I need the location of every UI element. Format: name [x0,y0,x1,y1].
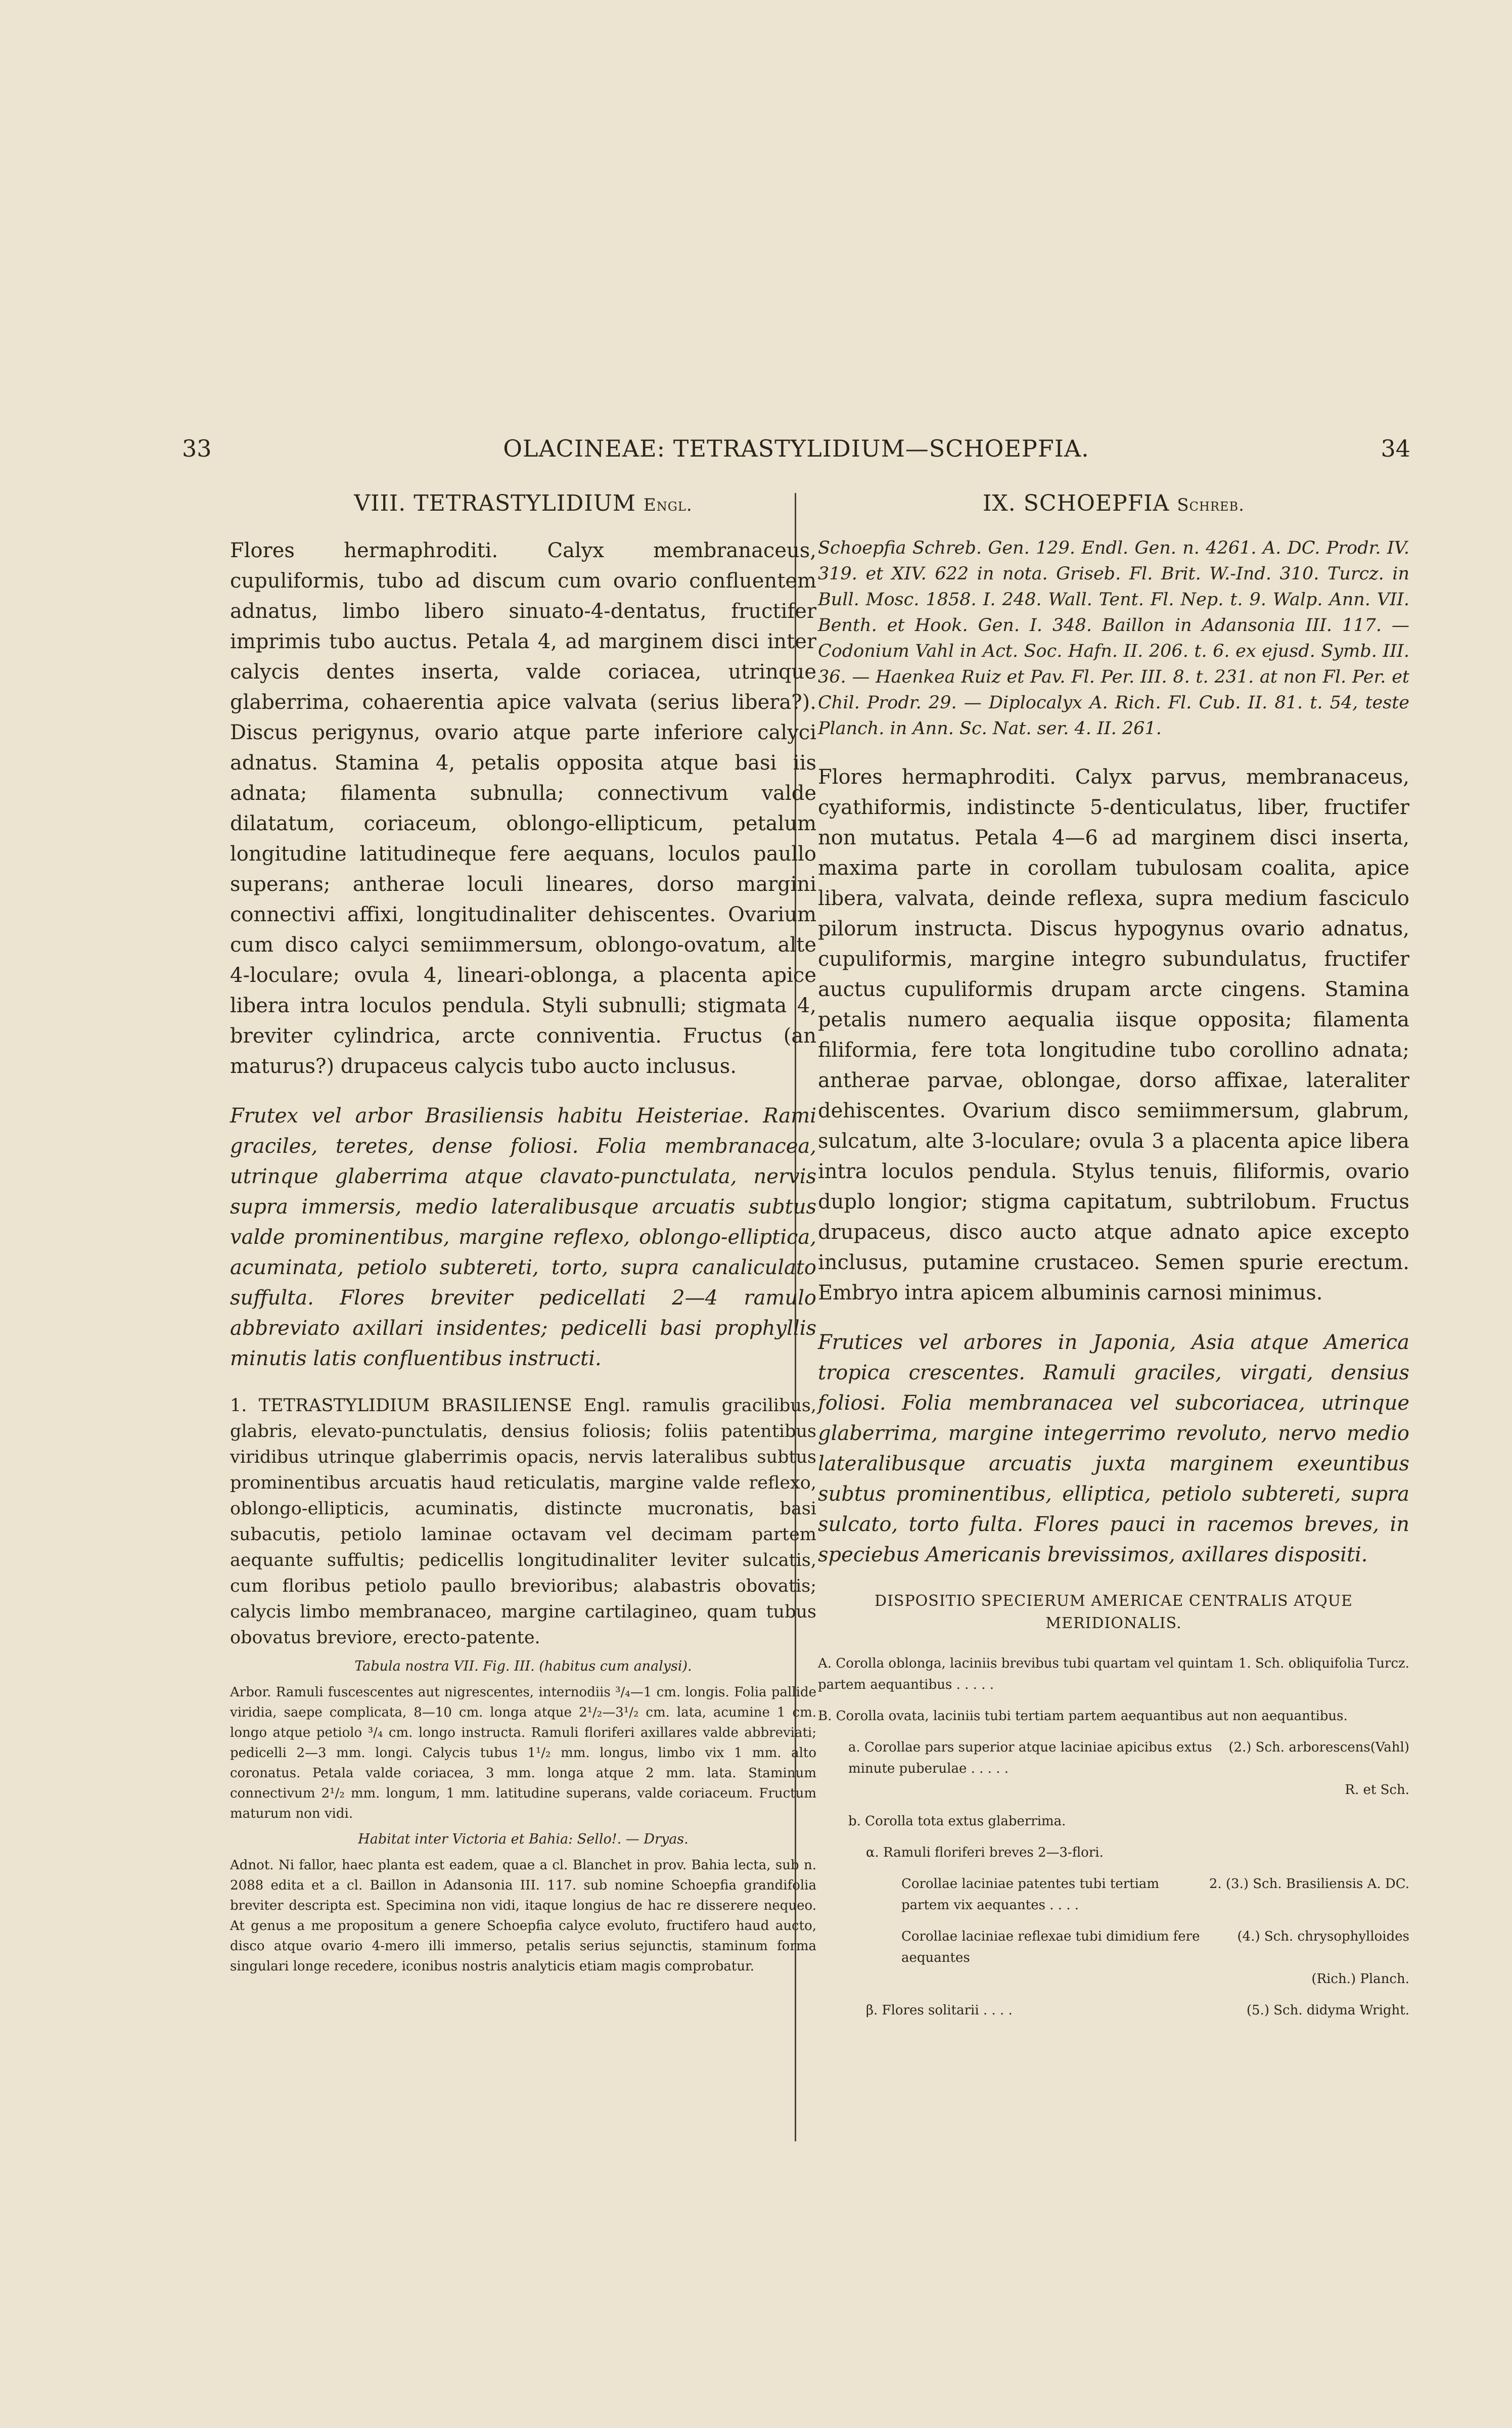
key-entry-alpha-2-cont [818,1968,1409,1990]
key-entry-b-b [818,1811,1409,1832]
key-entry-b [818,1705,1409,1727]
key-entry-beta [818,2000,1409,2021]
section-title-schoepfia [818,490,1409,516]
running-head [182,435,1410,470]
key-entry-a [818,1653,1409,1695]
left-column [230,485,816,1976]
key-entry-result: (4.) Sch. chrysophylloides [1237,1929,1409,1944]
section-title-text: IX. SCHOEPFIA [983,490,1170,516]
key-entry-text: β. Flores solitarii . . . . [866,2003,1013,2018]
species-key [818,1653,1409,2021]
key-entry-alpha [818,1842,1409,1863]
key-entry-text: b. Corolla tota extus glaberrima. [848,1814,1066,1829]
key-entry-text: α. Ramuli floriferi breves 2—3-flori. [866,1845,1104,1860]
key-entry-b-a [818,1737,1409,1779]
key-entry-alpha-1 [818,1873,1409,1916]
key-entry-b-a-cont [818,1779,1409,1801]
section-author: Engl. [643,495,693,515]
running-title: OLACINEAE: TETRASTYLIDIUM—SCHOEPFIA. [503,435,1089,462]
tabula-reference: Tabula nostra VII. Fig. III. (habitus cum analysi). [354,1658,692,1674]
genus-description: Flores hermaphroditi. Calyx parvus, membranaceus, cyathiformis, indistincte 5-denticulatus, liber, fructifer non mutatus. Petala 4—6 ad marginem disci inserta, maxima parte in corollam tubulosam coalita, apice libera, valvata, deinde reflexa, supra medium fasciculo pilorum instructa. Discus hypogynus ovario adnatus, cupuliformis, margine integro subundulatus, fructifer auctus cupuliformis drupam arcte cingens. Stamina petalis numero aequalia iisque opposita; filamenta filiformia, fere tota longitudine tubo corollino adnata; antherae parvae, oblongae, dorso affixae, lateraliter dehiscentes. Ovarium disco semiimmersum, glabrum, sulcatum, alte 3-loculare; ovula 3 a placenta apice libera intra loculos pendula. Stylus tenuis, filiformis, ovario duplo longior; stigma capitatum, subtrilobum. Fructus drupaceus, disco aucto atque adnato apice excepto inclusus, putamine crustaceo. Semen spurie erectum. Embryo intra apicem albuminis carnosi minimus. [818,766,1409,1305]
page-number-left: 33 [182,435,212,462]
key-entry-result: (Rich.) Planch. [1311,1971,1409,1987]
key-entry-result: (2.) Sch. arborescens(Vahl) [1228,1740,1409,1755]
key-entry-text: Corollae laciniae patentes tubi tertiam partem vix aequantes . . . . [901,1876,1160,1913]
species-description: 1. TETRASTYLIDIUM BRASILIENSE Engl. ramulis gracilibus, glabris, elevato-punctulatis, densius foliosis; foliis patentibus viridibus utrinque glaberrimis opacis, nervis lateralibus subtus prominentibus arcuatis haud reticulatis, margine valde reflexo, oblongo-ellipticis, acuminatis, distincte mucronatis, basi subacutis, petiolo laminae octavam vel decimam partem aequante suffultis; pedicellis longitudinaliter leviter sulcatis, cum floribus petiolo paullo brevioribus; alabastris obovatis; calycis limbo membranaceo, margine cartilagineo, quam tubus obovatus breviore, erecto-patente. [230,1396,816,1648]
section-title-tetrastylidium [230,490,816,516]
key-title: DISPOSITIO SPECIERUM AMERICAE CENTRALIS ATQUE MERIDIONALIS. [875,1592,1353,1632]
arbor-details: Arbor. Ramuli fuscescentes aut nigrescentes, internodiis ³/₄—1 cm. longis. Folia pallide viridia, saepe complicata, 8—10 cm. longa atque 2¹/₂—3¹/₂ cm. lata, acumine 1 cm. longo atque petiolo ³/₄ cm. longo instructa. Ramuli floriferi axillares valde abbreviati; pedicelli 2—3 mm. longi. Calycis tubus 1¹/₂ mm. longus, limbo vix 1 mm. alto coronatus. Petala valde coriacea, 3 mm. longa atque 2 mm. lata. Staminum connectivum 2¹/₂ mm. longum, 1 mm. latitudine superans, valde coriaceum. Fructum maturum non vidi. [230,1685,816,1821]
right-column [818,485,1409,2021]
key-entry-result: R. et Sch. [1345,1782,1409,1797]
habitat: Habitat inter Victoria et Bahia: Sello!. — Dryas. [358,1831,689,1847]
section-title-text: VIII. TETRASTYLIDIUM [354,490,636,516]
genus-habit: Frutices vel arbores in Japonia, Asia atque America tropica crescentes. Ramuli graciles, virgati, densius foliosi. Folia membranacea vel subcoriacea, utrinque glaberrima, margine integerrimo revoluto, nervo medio lateralibusque arcuatis juxta marginem exeuntibus subtus prominentibus, elliptica, petiolo subtereti, supra sulcato, torto fulta. Flores pauci in racemos breves, in speciebus Americanis brevissimos, axillares dispositi. [818,1331,1409,1566]
key-entry-result: 2. (3.) Sch. Brasiliensis A. DC. [1209,1876,1409,1892]
key-entry-text: a. Corollae pars superior atque laciniae apicibus extus minute puberulae . . . . . [848,1740,1212,1776]
genus-habit: Frutex vel arbor Brasiliensis habitu Heisteriae. Rami graciles, teretes, dense foliosi. Folia membranacea, utrinque glaberrima atque clavato-punctulata, nervis supra immersis, medio lateralibusque arcuatis subtus valde prominentibus, margine reflexo, oblongo-elliptica, acuminata, petiolo subtereti, torto, supra canaliculato suffulta. Flores breviter pedicellati 2—4 ramulo abbreviato axillari insidentes; pedicelli basi prophyllis minutis latis confluentibus instructi. [230,1104,816,1370]
key-entry-result: 1. Sch. obliquifolia Turcz. [1238,1656,1409,1671]
genus-description: Flores hermaphroditi. Calyx membranaceus, cupuliformis, tubo ad discum cum ovario confluentem adnatus, limbo libero sinuato-4-dentatus, fructifer imprimis tubo auctus. Petala 4, ad marginem disci inter calycis dentes inserta, valde coriacea, utrinque glaberrima, cohaerentia apice valvata (serius libera?). Discus perigynus, ovario atque parte inferiore calyci adnatus. Stamina 4, petalis opposita atque basi iis adnata; filamenta subnulla; connectivum valde dilatatum, coriaceum, oblongo-ellipticum, petalum longitudine latitudineque fere aequans, loculos paullo superans; antherae loculi lineares, dorso margini connectivi affixi, longitudinaliter dehiscentes. Ovarium cum disco calyci semiimmersum, oblongo-ovatum, alte 4-loculare; ovula 4, lineari-oblonga, a placenta apice libera intra loculos pendula. Styli subnulli; stigmata 4, breviter cylindrica, arcte conniventia. Fructus (an maturus?) drupaceus calycis tubo aucto inclusus. [230,539,816,1078]
section-author: Schreb. [1177,495,1245,515]
key-entry-alpha-2 [818,1926,1409,1968]
synonymy [818,535,1409,742]
key-entry-text: Corollae laciniae reflexae tubi dimidium fere aequantes [901,1929,1200,1965]
page-number-right: 34 [1381,435,1410,462]
adnotatio: Adnot. Ni fallor, haec planta est eadem, quae a cl. Blanchet in prov. Bahia lecta, sub n. 2088 edita et a cl. Baillon in Adansonia III. 117. sub nomine Schoepfia grandifolia breviter descripta est. Specimina non vidi, itaque longius de hac re disserere nequeo. At genus a me propositum a genere Schoepfia calyce evoluto, fructifero haud aucto, disco atque ovario 4-mero illi immerso, petalis serius sejunctis, staminum forma singulari longe recedere, iconibus nostris analyticis etiam magis comprobatur. [230,1858,816,1974]
synonymy-text: Schoepfia Schreb. Gen. 129. Endl. Gen. n. 4261. A. DC. Prodr. IV. 319. et XIV. 622 in nota. Griseb. Fl. Brit. W.-Ind. 310. Turcz. in Bull. Mosc. 1858. I. 248. Wall. Tent. Fl. Nep. t. 9. Walp. Ann. VII. Benth. et Hook. Gen. I. 348. Baillon in Adansonia III. 117. — Codonium Vahl in Act. Soc. Hafn. II. 206. t. 6. ex ejusd. Symb. III. 36. — Haenkea Ruiz et Pav. Fl. Per. III. 8. t. 231. at non Fl. Per. et Chil. Prodr. 29. — Diplocalyx A. Rich. Fl. Cub. II. 81. t. 54, teste Planch. in Ann. Sc. Nat. ser. 4. II. 261. [818,538,1409,739]
key-entry-text: B. Corolla ovata, laciniis tubi tertiam partem aequantibus aut non aequantibus. [818,1708,1348,1724]
key-entry-result: (5.) Sch. didyma Wright. [1246,2003,1409,2018]
key-entry-text: A. Corolla oblonga, laciniis brevibus tubi quartam vel quintam partem aequantibus . . . . . [818,1656,1233,1692]
